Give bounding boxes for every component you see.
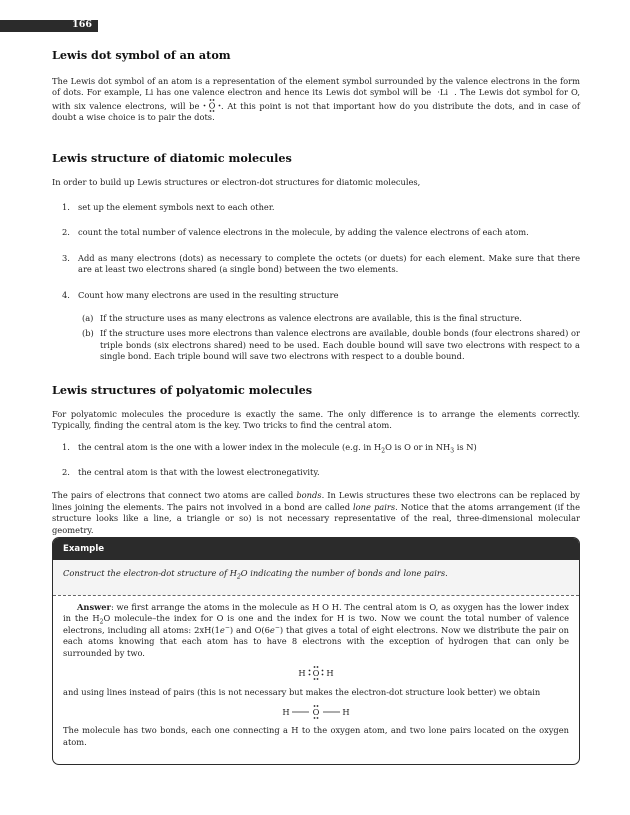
svg-text:O: O: [312, 668, 320, 679]
svg-text:H: H: [342, 707, 350, 718]
h2o-line-structure: [63, 704, 569, 722]
paragraph-bonds-lone-pairs: The pairs of electrons that connect two atoms are called bonds. In Lewis structures these two electrons can be replaced by lines joining the elements. The pairs not involved in a bond are called lone pairs. Notice that the atoms arrangement (if the structure looks like a line, a triangle or so) is not necessary representative of the real, three-dimensional molecular geometry.: [52, 490, 580, 535]
diatomic-substeps-list: [52, 313, 580, 363]
example-question: Construct the electron-dot structure of $H_2O$ indicating the number of bonds and lone pairs.: [53, 560, 579, 595]
list-item: 3. Add as many electrons (dots) as necessary to complete the octets (or duets) for each element. Make sure that there are at least two electrons shared (a single bond) between the two elements.: [62, 252, 580, 275]
diatomic-steps-list: [52, 202, 580, 301]
paragraph-polyatomic-intro: For polyatomic molecules the procedure is exactly the same. The only difference is to arrange the elements correctly. Typically, finding the central atom is the key. Two tricks to find the central atom.: [52, 408, 580, 431]
answer-conclusion: The molecule has two bonds, each one connecting a H to the oxygen atom, and two lone pairs located on the oxygen atom.: [63, 725, 569, 747]
section-title-polyatomic: Lewis structures of polyatomic molecules: [52, 382, 313, 397]
svg-text:O: O: [312, 707, 320, 718]
list-item: (b) If the structure uses more electrons than valence electrons are available, double bonds (four electrons shared) or triple bonds (six electrons shared) need to be used. Each double bound will save two electrons with respect to a single bond. Each triple bound will save two electrons with respect to a double bound.: [82, 328, 580, 362]
svg-text:H: H: [282, 707, 290, 718]
svg-text:O: O: [208, 100, 216, 111]
page-number-bar: [0, 20, 98, 32]
list-item: 2. the central atom is that with the lowest electronegativity.: [62, 466, 320, 477]
example-header: Example: [53, 538, 579, 560]
list-item: 2. count the total number of valence electrons in the molecule, by adding the valence electrons of each atom.: [62, 227, 529, 238]
h2o-dot-structure: [63, 665, 569, 683]
svg-text:H: H: [298, 668, 306, 679]
example-box: [52, 537, 580, 765]
answer-paragraph: Answer: we first arrange the atoms in the molecule as H O H. The central atom is O, as oxygen has the lower index in the $H_2O$ molecule–the index for O is one and the index for H is two. Now we count the total number of valence electrons, including all atoms: 2xH(1e−) and O(6e−) that gives a total of eight electrons. Now we distribute the pair on each atoms knowing that each atom has to have 8 electrons with the exception of hydrogen that can only be surrounded by two.: [63, 602, 569, 658]
svg-text:H: H: [326, 668, 334, 679]
example-answer: [53, 596, 579, 748]
section-title-lewis-dot-symbol: Lewis dot symbol of an atom: [52, 48, 231, 62]
li-dot-symbol: ·Li: [437, 87, 449, 98]
page-number: 166: [72, 19, 92, 30]
section-title-diatomic: Lewis structure of diatomic molecules: [52, 150, 292, 165]
list-item: 4. Count how many electrons are used in the resulting structure: [62, 289, 339, 300]
paragraph-lewis-dot-symbol: The Lewis dot symbol of an atom is a representation of the element symbol surrounded by the valence electrons in the form of dots. For example, Li has one valence electron and hence its Lewis dot symbol will be ·Li . The Lewis dot symbol for O, with six valence electrons, will be O . At this point is not that important how do you distribute the dots, and in case of doubt a wise choice is to pair the dots.: [52, 76, 580, 123]
paragraph-diatomic-intro: In order to build up Lewis structures or electron-dot structures for diatomic molecules,: [52, 176, 421, 187]
oxygen-dot-symbol: [203, 99, 221, 112]
list-item: 1. the central atom is the one with a lower index in the molecule (e.g. in $H_2O$ is O or in $NH_3$ is N): [62, 441, 477, 455]
list-item: 1. set up the element symbols next to each other.: [62, 202, 275, 213]
list-item: (a) If the structure uses as many electrons as valence electrons are available, this is the final structure.: [82, 313, 522, 324]
answer-mid-text: and using lines instead of pairs (this is not necessary but makes the electron-dot structure look better) we obtain: [63, 687, 541, 698]
page-content: [52, 48, 580, 536]
polyatomic-tricks-list: [52, 442, 580, 479]
